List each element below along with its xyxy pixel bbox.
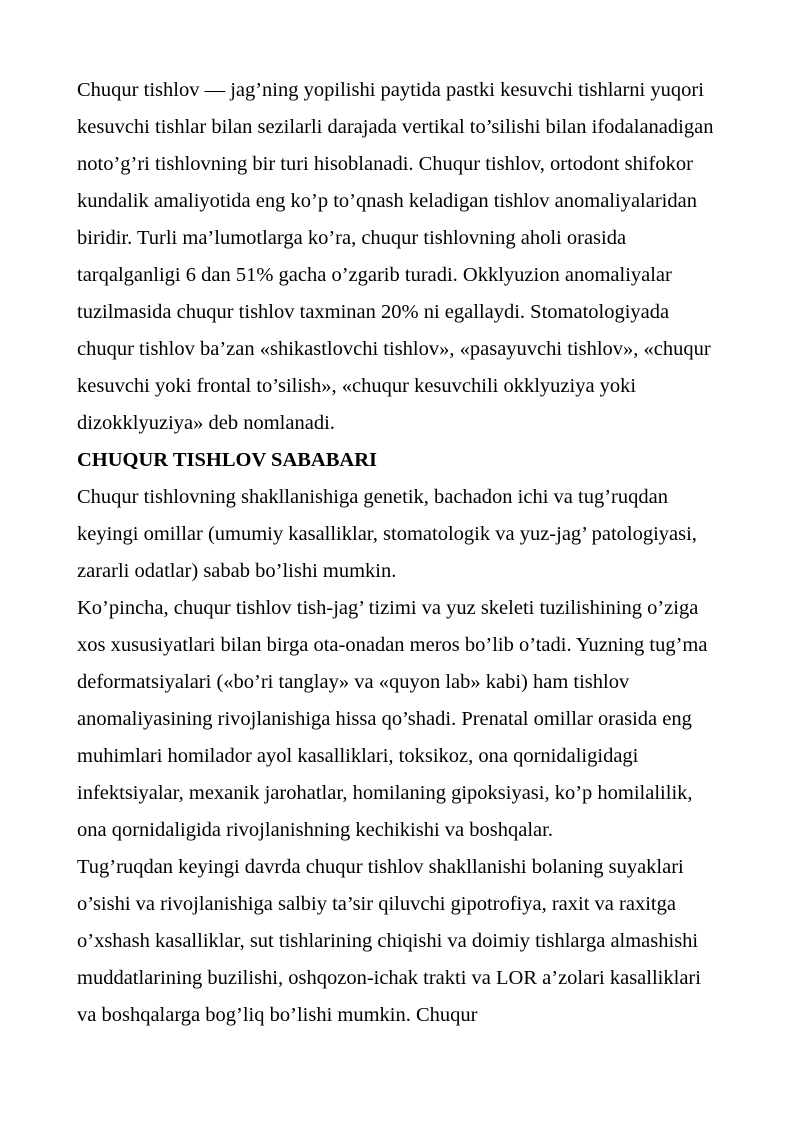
section-heading: CHUQUR TISHLOV SABABARI [77, 449, 377, 471]
paragraph-postnatal: Tug’ruqdan keyingi davrda chuqur tishlov shakllanishi bolaning suyaklari o’sishi va rivojlanishiga salbiy ta’sir qiluvchi gipotrofiya, raxit va raxitga o’xshash kasalliklar, sut tishlarining chiqishi va doimiy tishlarga almashishi muddatlarining buzilishi, oshqozon-ichak trakti va LOR a’zolari kasalliklari va boshqalarga bog’liq bo’lishi mumkin. Chuqur [77, 856, 701, 1026]
intro-paragraph: Chuqur tishlov — jag’ning yopilishi paytida pastki kesuvchi tishlarni yuqori kesuvchi tishlar bilan sezilarli darajada vertikal to’silishi bilan ifodalanadigan noto’g’ri tishlovning bir turi hisoblanadi. Chuqur tishlov, ortodont shifokor kundalik amaliyotida eng ko’p to’qnash keladigan tishlov anomaliyalaridan biridir. Turli ma’lumotlarga ko’ra, chuqur tishlovning aholi orasida tarqalganligi 6 dan 51% gacha o’zgarib turadi. Okklyuzion anomaliyalar tuzilmasida chuqur tishlov taxminan 20% ni egallaydi. Stomatologiyada chuqur tishlov ba’zan «shikastlovchi tishlov», «pasayuvchi tishlov», «chuqur kesuvchi yoki frontal to’silish», «chuqur kesuvchili okklyuziya yoki dizokklyuziya» deb nomlanadi. [77, 79, 714, 434]
document-page [77, 72, 725, 1034]
paragraph-causes: Chuqur tishlovning shakllanishiga genetik, bachadon ichi va tug’ruqdan keyingi omillar (umumiy kasalliklar, stomatologik va yuz-jag’ patologiyasi, zararli odatlar) sabab bo’lishi mumkin. [77, 486, 697, 582]
paragraph-heredity: Ko’pincha, chuqur tishlov tish-jag’ tizimi va yuz skeleti tuzilishining o’ziga xos xususiyatlari bilan birga ota-onadan meros bo’lib o’tadi. Yuzning tug’ma deformatsiyalari («bo’ri tanglay» va «quyon lab» kabi) ham tishlov anomaliyasining rivojlanishiga hissa qo’shadi. Prenatal omillar orasida eng muhimlari homilador ayol kasalliklari, toksikoz, ona qornidaligidagi infektsiyalar, mexanik jarohatlar, homilaning gipoksiyasi, ko’p homilalilik, ona qornidaligida rivojlanishning kechikishi va boshqalar. [77, 597, 708, 841]
